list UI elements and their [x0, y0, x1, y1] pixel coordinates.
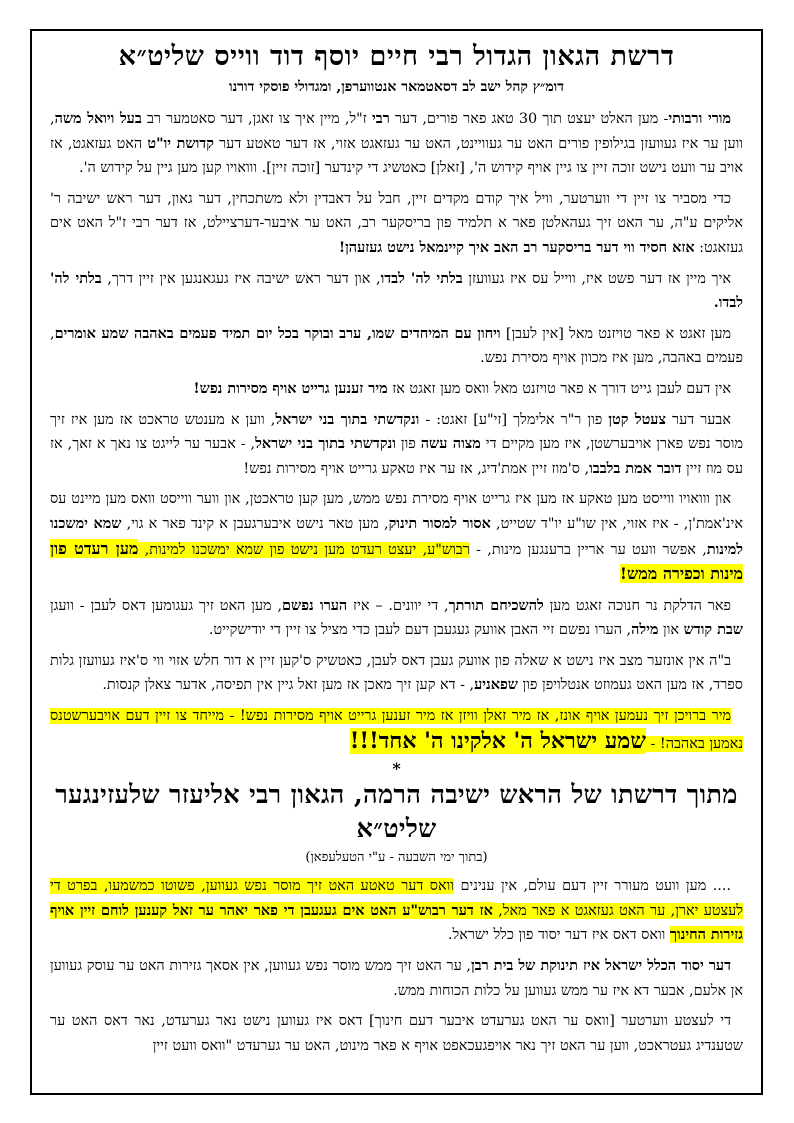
text-run: מורי ורבותי	[668, 110, 731, 127]
text-run: אסור למסור תינוק	[388, 514, 491, 532]
section2-subtitle: (בתוך ימי השבעה - ע"י הטעלעפאן)	[305, 850, 488, 866]
text-run: ויחון עם המיחדים שמו, ערב ובוקר בכל יום תמיד פעמים באהבה שמע אומרים	[54, 324, 501, 342]
text-run: , - דא קען זיך מאכן אז מען זאל גיין אין תפיסה, אדער צאלן קנסות.	[102, 677, 475, 694]
paragraph	[50, 408, 743, 482]
text-run: דער יסוד הכלל ישראל איז תינוקת של בית רבן	[471, 957, 731, 975]
text-run: צעטל קטן	[608, 410, 666, 428]
text-run: - מען האלט יעצט תוך 30 טאג פאר פורים, דער	[389, 111, 669, 127]
paragraph	[50, 649, 743, 698]
paragraph	[50, 107, 743, 181]
text-run: , פעמים באהבה, מען איז מכוון אויף מסירת נפש.	[50, 325, 743, 367]
paragraph	[50, 954, 743, 1003]
text-run: , ווען א מענטש טראכט אז מען איז זיך מוסר נפש פארן אויבערשטן, איז מען מקיים די	[50, 411, 743, 453]
section-divider: *	[392, 759, 401, 779]
text-run: אזא חסיד ווי דער בריסקער רב האב איך קיינמאל נישט געזעהן!	[338, 238, 695, 256]
text-run: די לעצטע ווערטער [וואס ער האט גערעדט איבער דעם חינוך] דאס איז געווען נישט נאר גערעדט, נאר דאס האט ער שטענדיג געטראכט, ווען ער האט זיך נאר אויפגעכאפט אויף א פאר מינוט, האט ער גערעדט "וואס וועט זיין	[50, 1013, 743, 1054]
text-run: כדי מסביר צו זיין די ווערטער, וויל איך קודם מקדים זיין, חבל על דאבדין ולא משתכחין, דער גאון, דער ראש ישיבה ר' אליקים ע"ה, ער האט זיך געהאלטן פאר א תלמיד פון בריסקער רב, האט ער איבער-דערציילט, אז דער רבי ז"ל האט אים געזאגט:	[50, 190, 743, 256]
text-run: ונקדשתי בתוך בני ישראל	[275, 410, 420, 428]
text-run: , מען האט זיך געגומען דאס לעבן - וועגן	[50, 597, 283, 614]
text-run: שמע ישראל ה' אלקינו ה' אחד!!!	[349, 727, 646, 754]
paragraph	[50, 704, 743, 756]
text-run: , ווען ער איז געוועזן בגילופין פורים האט ער געוויינט, האט ער געזאגט אזוי, אז דער טאטע דער	[50, 111, 743, 152]
text-run: .... מען וועט מעורר זיין דעם עולם, אין ענינים	[453, 878, 731, 895]
text-run: מצוה עשה	[420, 435, 481, 453]
text-run: , ס'מוז זיין אמת'דיג, אז ער איז טאקע גרייט אויף מסירות נפש!	[243, 460, 590, 477]
text-run: אז דער רבוש"ע האט אים געגעבן די פאר יאהר ער זאל קענען לוחם זיין אויף גזירות החינוך	[50, 901, 743, 944]
paragraph	[50, 487, 743, 587]
paragraph	[50, 377, 743, 402]
text-run: פון	[395, 436, 421, 453]
text-run: אבער דער	[666, 411, 731, 428]
text-run: , און דער ראש ישיבה איז געגאנגען אין זיין דרך,	[101, 270, 381, 287]
text-run: פון ר"ר אלימלך [זי"ע] זאגט: -	[419, 411, 609, 428]
text-run: רבוש"ע, יעצט רעדט מען נישט פון שמא ימשכנו למינות,	[138, 541, 470, 558]
text-run: בעל ויואל משה	[54, 110, 142, 127]
text-run: מילה	[631, 621, 659, 639]
text-run: פאר הדלקת נר חנוכה זאגט מען	[543, 597, 732, 614]
text-run: , די יוונים. – איז	[347, 597, 449, 614]
text-run: מיר ברויכן זיך נעמען אויף אונז, אז מיר זאלן וויזן אז מיר זענען גרייט אויף מסירות נפש! - מייחד צו זיין דעם אויבערשטנס נאמען באהבה! -	[50, 708, 743, 752]
text-run: אין דעם לעבן גייט דורך א פאר טויזנט מאל וואס מען זאגט אז	[387, 380, 731, 397]
paragraph	[50, 322, 743, 371]
section2-title: מתוך דרשתו של הראש ישיבה הרמה, הגאון רבי אליעזר שלעזינגער שליט״א	[55, 780, 738, 845]
paragraph	[50, 1009, 743, 1058]
text-run: בלתי לה' לבדו	[380, 269, 463, 287]
text-run: רבי	[372, 110, 390, 127]
text-run: ז"ל, מיין איך צו זאגן, דער סאטמער רב	[141, 111, 372, 127]
text-run: וואס דער טאטע האט זיך מוסר נפש געווען, פשוטו כמשמעו, בפרט די לעצטע יארן, ער האט געזאגט א פאר מאל,	[50, 878, 743, 919]
text-run: ב"ה אין אונזער מצב איז נישט א שאלה פון אוועק געבן דאס לעבן, כאטשיק ס'קען זיין א דור חלש אזוי ווי ס'איז געוועזן גלות ספרד, אז מען האט געמוזט אנטלויפן פון	[50, 652, 743, 694]
paragraph	[50, 267, 743, 316]
section1-subtitle: דומ״ץ קהל ישב לב דסאטמאר אנטווערפן, ומגדולי פוסקי דורנו	[229, 79, 564, 95]
text-run: שמא ימשכנו למינות	[50, 514, 744, 558]
text-run: , אפשר וועט ער אריין ברענגען מינות, -	[469, 541, 707, 558]
text-run: שבת קודש	[683, 621, 743, 639]
text-run: הערו נפשם	[282, 596, 348, 614]
text-run: , ער האט זיך ממש מוסר נפש געווען, אין אסאך גזירות האט ער עוסק געווען אן אלעם, אבער דא איז ער ממש געווען על כלות הכוחות ממש.	[50, 958, 743, 999]
text-run: בלתי לה' לבדו.	[50, 269, 743, 312]
document-page	[30, 29, 763, 1095]
text-run: האט געזאגט, אז אויב ער וועט נישט זוכה זיין צו גיין אויף קידוש ה', [זאלן] כאטשיג די קינדער [זוכה זיין]. ווואויו קען מען גיין על קידוש ה'.	[50, 135, 743, 177]
text-run: מיר זענען גרייט אויף מסירות נפש!	[193, 379, 388, 397]
paragraph	[50, 594, 743, 643]
text-run: , - אבער ער לייגט צו נאך א זאך, אז עס מוז זיין	[50, 436, 743, 477]
text-run: איך מיין אז דער פשט איז, ווייל עס איז געוועזן	[462, 270, 731, 287]
text-run: ונקדשתי בתוך בני ישראל	[255, 435, 396, 453]
section1-title: דרשת הגאון הגדול רבי חיים יוסף דוד ווייס שליט״א	[118, 41, 675, 72]
text-run: דובר אמת בלבבו	[589, 459, 682, 477]
text-run: וואס דאס איז דער יסוד פון כלל ישראל.	[447, 927, 670, 944]
text-run: און	[658, 622, 684, 639]
paragraph	[50, 187, 743, 261]
text-run: מען רעדט פון מינות וכפירה ממש!	[50, 538, 743, 584]
text-run: , הערו נפשם זיי האבן אוועק געגעבן דעם לעבן כדי מציל צו זיין די יודישקייט.	[208, 622, 632, 639]
paragraph	[50, 874, 743, 948]
text-run: מען זאגט א פאר טויזנט מאל [אין לעבן]	[500, 325, 731, 342]
text-run: און ווואויו ווייסט מען טאקע אז מען איז גרייט אויף מסירת נפש ממש, מען קען טראכטן, און ווער ווייסט וואס מען מיינט עס אינ'אמת'ן, - איז אזוי, אין שו"ע יו"ד שטייט,	[50, 491, 743, 532]
text-run: קדושת יו"ט	[147, 134, 214, 152]
text-run: , מען טאר נישט איבערגעבן א קינד פאר א גוי,	[121, 515, 389, 532]
text-run: שפאניע	[474, 676, 518, 694]
text-run: להשכיחם תורתך	[448, 596, 544, 614]
